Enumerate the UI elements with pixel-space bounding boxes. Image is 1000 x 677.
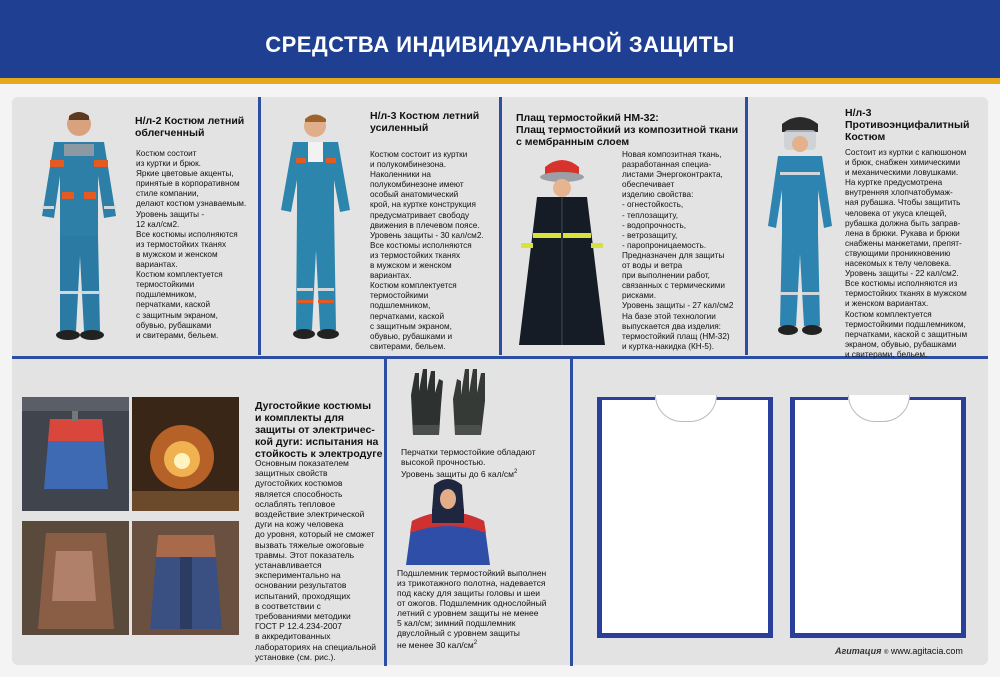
divider (12, 356, 988, 359)
arc-flash-photo (132, 397, 239, 511)
pocket-rim (790, 397, 848, 400)
arc-section-title: Дугостойкие костюмы и комплекты для защиты от электричес- кой дуги: испытания на стойкость к электродуге (255, 400, 383, 460)
document-pocket[interactable] (597, 397, 773, 638)
suit-title: Плащ термостойкий НМ-32: Плащ термостойкий из композитной ткани с мембранным слоем (516, 112, 739, 148)
suit-reinforced-figure (268, 110, 363, 342)
pocket-tab (848, 395, 910, 422)
raincoat-figure (515, 155, 610, 350)
header-banner (0, 0, 1000, 84)
divider (258, 97, 261, 355)
suit-description: Состоит из куртки с капюшоном и брюк, снабжен химическими и механическими ловушками. На куртке предусмотрена внутренняя хлопчатобумаж- ная рубашка. Чтобы защитить человека от укуса клещей, рубашка должна быть заправ- лена в брюки. Рукава и брюки снабжены манжетами, препят- ствующими проникновению насекомых к телу человека. Уровень защиты - 22 кал/см2. Все костюмы исполняются из термостойких тканях в мужском и женском вариантах. Костюм комплектуется термостойкими подшлемником, перчатками, каской с защитным экраном, обувью, рубашками и свитерами, бельем. (845, 148, 968, 359)
balaclava-description: Подшлемник термостойкий выполнен из трикотажного полотна, надевается под каску для защиты головы и шеи от ожогов. Подшлемник однослойный летний с уровнем защиты не менее 5 кал/см; зимний подшлемник двуслойный с уровнем защиты не менее 30 кал/$см^2$ (397, 568, 547, 650)
arc-test-photo (22, 397, 129, 511)
burned-suit-photo (22, 521, 129, 635)
suit-description: Новая композитная ткань, разработанная специа- листами Энергоконтракта, обеспечивает изделию свойства: - огнестойкость, - теплозащиту, - водопрочность, - ветрозащиту, - паропроницаемость. Предназначен для защиты от воды и ветра при выполнении работ, связанных с термическими рисками. Уровень защиты - 27 кал/см2 На базе этой технологии выпускается два изделия: термостойкий плащ (НМ-32) и куртка-накидка (КН-5). (622, 150, 734, 351)
suit-title: Н/л-3 Противоэнцифалитный Костюм (845, 107, 970, 143)
footer: Агитация ® www.agitacia.com (835, 646, 963, 656)
antitick-suit-figure (762, 114, 838, 344)
gloves-image (405, 365, 495, 443)
page-title: СРЕДСТВА ИНДИВИДУАЛЬНОЙ ЗАЩИТЫ (265, 32, 735, 57)
suit-title: Н/л-3 Костюм летний усиленный (370, 110, 480, 134)
divider (745, 97, 748, 355)
brand-logo: Агитация (835, 646, 882, 656)
arc-section-description: Основным показателем защитных свойств дугостойких костюмов является способность ослаблять тепловое воздействие электрической дуги на кожу человека до уровня, который не сможет вызвать тяжелые ожоговые травмы. Этот показатель устанавливается экспериментально на основании результатов испытаний, проходящих в соответствии с требованиями методики ГОСТ Р 12.4.234-2007 в аккредитованных лабораториях на специальной установке (см. рис.). (255, 458, 377, 662)
divider (384, 358, 387, 666)
suit-title: Н/л-2 Костюм летний облегченный (135, 115, 245, 139)
tested-suit-photo (132, 521, 239, 635)
suit-description: Костюм состоит из куртки и брюк. Яркие цветовые акценты, принятые в корпоративном стиле компании, делают костюм узнаваемым. Уровень защиты - 12 кал/см2. Все костюмы исполняются из термостойких тканях в мужском и женском вариантах. Костюм комплектуется термостойкими подшлемником, перчатками, каской с защитным экраном, обувью, рубашками и свитерами, бельем. (136, 149, 247, 340)
pocket-rim (597, 397, 655, 400)
pocket-tab (655, 395, 717, 422)
divider (570, 358, 573, 666)
pocket-rim (715, 397, 773, 400)
suit-light-figure (24, 106, 134, 346)
pocket-rim (908, 397, 966, 400)
document-pocket[interactable] (790, 397, 966, 638)
suit-description: Костюм состоит из куртки и полукомбинезона. Наколенники на полукомбинезоне имеют особый анатомический крой, на куртке конструкция предусматривает свободу движения в плечевом поясе. Уровень защиты - 30 кал/см2. Все костюмы исполняются из термостойких тканях в мужском и женском вариантах. Костюм комплектуется термостойкими подшлемником, перчатками, каской с защитным экраном, обувью, рубашками и свитерами, бельем. (370, 150, 484, 351)
header-stripe (0, 78, 1000, 84)
divider (499, 97, 502, 355)
gloves-description: Перчатки термостойкие обладают высокой прочностью. Уровень защиты до 6 кал/$см^2$ (401, 447, 536, 479)
balaclava-image (398, 475, 498, 565)
website-link[interactable]: www.agitacia.com (890, 646, 963, 656)
